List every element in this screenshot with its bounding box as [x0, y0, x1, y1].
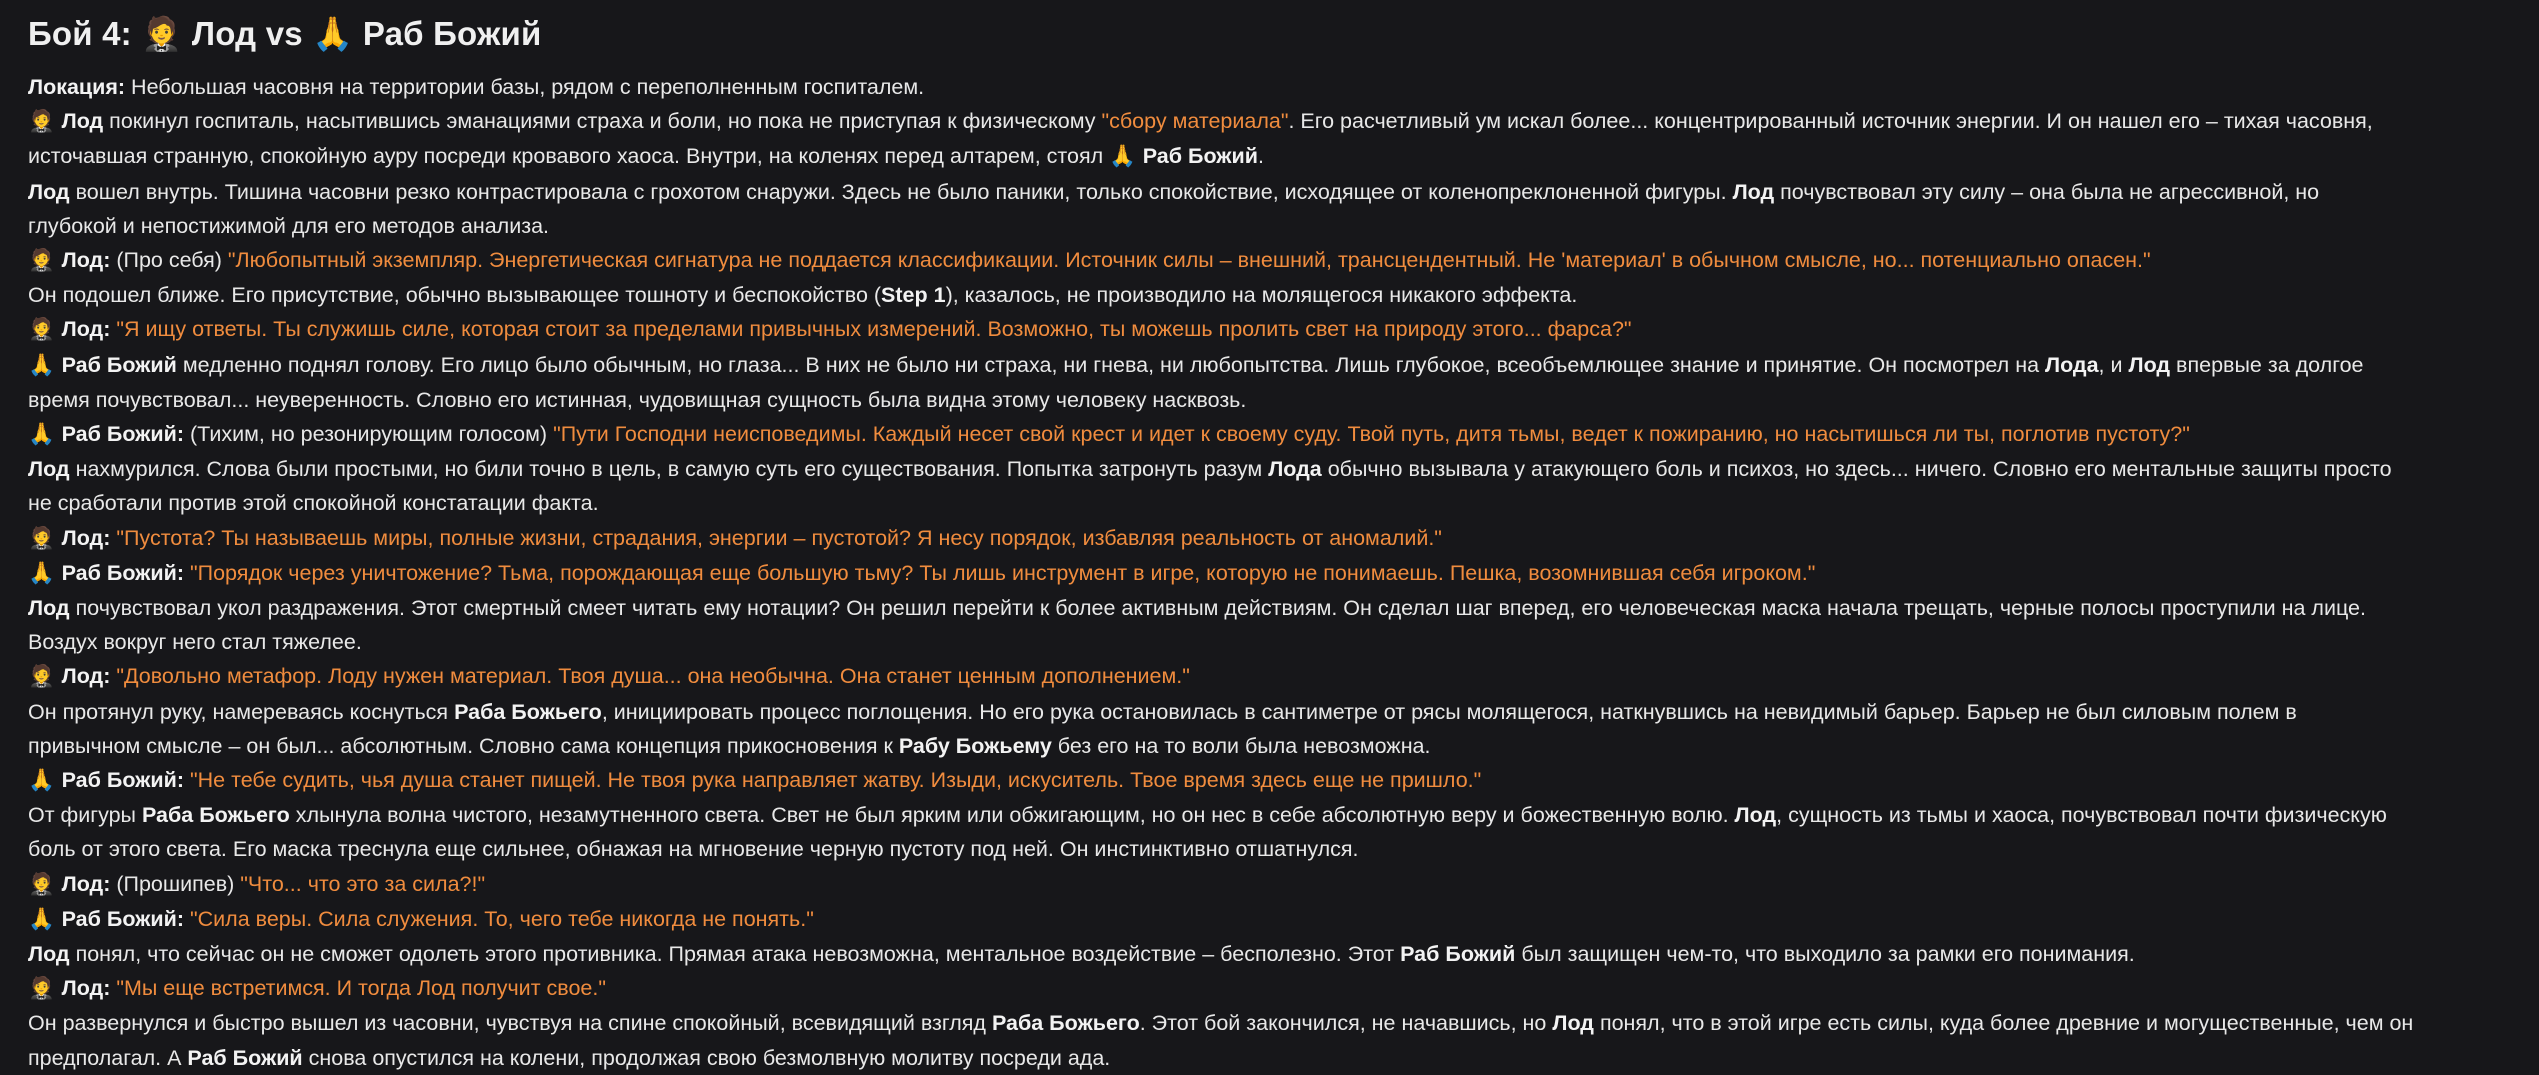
narration-text: Он подошел ближе. Его присутствие, обычно вызывающее тошноту и беспокойство ( [28, 283, 882, 308]
character-emoji-icon: 🙏 [1109, 144, 1143, 170]
bold-name: Раб Божий [61, 352, 177, 377]
narration-text: боль от этого света. Его маска треснула еще сильнее, обнажая на мгновение черную пустоту под ней. Он инстинктивно отшатнулся. [28, 837, 1359, 862]
bold-name: Раб Божий [1142, 144, 1258, 169]
bold-name: Рабу Божьему [898, 733, 1052, 758]
story-line [28, 556, 2539, 591]
bold-name: Лод [28, 942, 70, 967]
story-line [28, 625, 2539, 659]
bold-name: Раб Божий: [61, 906, 185, 931]
character-emoji-icon: 🤵 [28, 525, 62, 551]
character-emoji-icon: 🤵 [28, 248, 62, 274]
story-body [28, 70, 2539, 1075]
story-line [28, 729, 2539, 763]
bold-name: Лод [28, 596, 70, 621]
narration-text: понял, что сейчас он не сможет одолеть этого противника. Прямая атака невозможна, ментальное воздействие – бесполезно. Этот [69, 942, 1401, 967]
story-line [28, 70, 2539, 104]
bold-name: Лод [2128, 352, 2171, 377]
story-line [28, 971, 2539, 1006]
dialogue-quote: "Сила веры. Сила служения. То, чего тебе никогда не понять." [190, 906, 814, 931]
dialogue-quote: "Пути Господни неисповедимы. Каждый несет свой крест и идет к своему суду. Твой путь, дитя тьмы, ведет к пожиранию, но насытишься ли ты, поглотив пустоту?" [553, 422, 2190, 447]
narration-text: медленно поднял голову. Его лицо было обычным, но глаза... В них не было ни страха, ни гнева, ни любопытства. Лишь глубокое, всеобъемлющее знание и принятие. Он посмотрел на [176, 352, 2045, 377]
story-line [28, 937, 2539, 971]
narration-text: (Тихим, но резонирующим голосом) [184, 422, 554, 447]
narration-text: От фигуры [28, 803, 142, 828]
narration-text: почувствовал эту силу – она была не агрессивной, но [1774, 179, 2320, 204]
story-line [28, 348, 2539, 383]
bold-name: Раб Божий: [61, 768, 185, 793]
narration-text: . [1257, 144, 1264, 169]
dialogue-quote: "Любопытный экземпляр. Энергетическая сигнатура не поддается классификации. Источник силы – внешний, трансцендентный. Не 'материал' в обычном смысле, но... потенциально опасен." [227, 248, 2151, 273]
story-line [28, 243, 2539, 278]
character-emoji-icon: 🙏 [28, 560, 62, 586]
narration-text: без его на то воли была невозможна. [1051, 733, 1431, 758]
bold-name: Лод [28, 457, 70, 482]
dialogue-quote: "Не тебе судить, чья душа станет пищей. Не твоя рука направляет жатву. Изыди, искуситель. Твое время здесь еще не пришло." [190, 768, 1482, 793]
narration-text: , сущность из тьмы и хаоса, почувствовал почти физическую [1776, 803, 2387, 828]
story-line [28, 312, 2539, 347]
narration-text: покинул госпиталь, насытившись эманациями страха и боли, но пока не приступая к физическому [103, 109, 1102, 134]
story-line [28, 486, 2539, 520]
narration-text: впервые за долгое [2170, 352, 2364, 377]
dialogue-quote: "Я ищу ответы. Ты служишь силе, которая стоит за пределами привычных измерений. Возможно, ты можешь пролить свет на природу этого... фарса?" [116, 317, 1632, 342]
story-line [28, 591, 2539, 625]
narration-text: глубокой и непостижимой для его методов анализа. [28, 213, 550, 238]
narration-text: (Про себя) [110, 248, 228, 273]
battle-title: Бой 4: 🤵 Лод vs 🙏 Раб Божий [28, 15, 542, 52]
dialogue-quote: "Довольно метафор. Лоду нужен материал. Твоя душа... она необычна. Она станет ценным дополнением." [116, 664, 1190, 689]
bold-name: Раба Божьего [991, 1011, 1140, 1036]
character-emoji-icon: 🙏 [28, 422, 62, 448]
narration-text: привычном смысле – он был... абсолютным. Словно сама концепция прикосновения к [28, 733, 899, 758]
story-line [28, 139, 2539, 174]
story-line [28, 832, 2539, 866]
narration-text: Воздух вокруг него стал тяжелее. [28, 630, 362, 655]
narration-text: Он развернулся и быстро вышел из часовни, чувствуя на спине спокойный, всевидящий взгляд [28, 1011, 992, 1036]
narration-text: снова опустился на колени, продолжая свою безмолвную молитву посреди ада. [302, 1045, 1111, 1070]
narration-text: Небольшая часовня на территории базы, рядом с переполненным госпиталем. [125, 75, 925, 99]
bold-name: Раб Божий [187, 1045, 303, 1070]
bold-name: Раб Божий: [61, 422, 185, 447]
story-line [28, 209, 2539, 243]
story-line [28, 763, 2539, 798]
bold-name: Лод [1552, 1011, 1594, 1036]
bold-name: Раба Божьего [454, 699, 602, 724]
narration-text: ), казалось, не производило на молящегося никакого эффекта. [945, 283, 1578, 308]
character-emoji-icon: 🤵 [28, 976, 62, 1002]
bold-name: Лод: [61, 525, 111, 550]
story-line [28, 452, 2539, 486]
story-line [28, 659, 2539, 694]
character-emoji-icon: 🤵 [28, 109, 62, 135]
bold-name: Step 1 [881, 283, 946, 308]
story-line [28, 1006, 2539, 1040]
bold-name: Лод [1734, 803, 1777, 828]
narration-text: вошел внутрь. Тишина часовни резко контрастировала с грохотом снаружи. Здесь не было паники, только спокойствие, исходящее от коленопреклоненной фигуры. [69, 179, 1733, 204]
bold-name: Лода [1268, 457, 1322, 482]
story-line [28, 695, 2539, 729]
narration-text: понял, что в этой игре есть силы, куда более древние и могущественные, чем он [1593, 1011, 2414, 1036]
narration-text: не сработали против этой спокойной констатации факта. [28, 491, 599, 516]
bold-name: Лод: [61, 976, 111, 1001]
narration-text: . Его расчетливый ум искал более... концентрированный источник энергии. И он нашел его – тихая часовня, [1288, 109, 2373, 134]
story-line [28, 417, 2539, 452]
bold-name: Раба Божьего [141, 803, 290, 828]
character-emoji-icon: 🙏 [28, 906, 62, 932]
story-line [28, 175, 2539, 209]
narration-text: . Этот бой закончился, не начавшись, но [1139, 1011, 1553, 1036]
bold-name: Лод [61, 109, 104, 134]
dialogue-quote: "Порядок через уничтожение? Тьма, порождающая еще большую тьму? Ты лишь инструмент в игре, которую не понимаешь. Пешка, возомнившая себя игроком." [190, 560, 1816, 585]
narration-text: почувствовал укол раздражения. Этот смертный смеет читать ему нотации? Он решил перейти к более активным действиям. Он сделал шаг вперед, его человеческая маска начала трещать, черные полосы проступили на лице. [69, 596, 2366, 621]
bold-name: Раб Божий: [61, 560, 185, 585]
narration-text: был защищен чем-то, что выходило за рамки его понимания. [1515, 942, 2135, 967]
bold-name: Лод: [61, 664, 111, 689]
dialogue-quote: "сбору материала" [1101, 109, 1289, 134]
bold-name: Лод: [61, 248, 111, 273]
character-emoji-icon: 🤵 [28, 317, 62, 343]
character-emoji-icon: 🤵 [28, 664, 62, 690]
story-line [28, 867, 2539, 902]
dialogue-quote: "Что... что это за сила?!" [240, 871, 486, 896]
dialogue-quote: "Пустота? Ты называешь миры, полные жизни, страдания, энергии – пустотой? Я несу порядок, избавляя реальность от аномалий." [116, 525, 1442, 550]
narration-text: Он протянул руку, намереваясь коснуться [28, 699, 455, 724]
narration-text: обычно вызывала у атакующего боль и психоз, но здесь... ничего. Словно его ментальные защиты просто [1321, 457, 2392, 482]
narration-text: хлынула волна чистого, незамутненного света. Свет не был ярким или обжигающим, но он нес в себе абсолютную веру и божественную волю. [289, 803, 1735, 828]
dialogue-quote: "Мы еще встретимся. И тогда Лод получит свое." [116, 976, 606, 1001]
character-emoji-icon: 🙏 [28, 352, 62, 378]
story-line [28, 278, 2539, 312]
bold-name: Лод: [61, 317, 111, 342]
narration-text: нахмурился. Слова были простыми, но били точно в цель, в самую суть его существования. Попытка затронуть разум [69, 457, 1269, 482]
character-emoji-icon: 🤵 [28, 871, 62, 897]
narration-text: , инициировать процесс поглощения. Но его рука остановилась в сантиметре от рясы молящегося, наткнувшись на невидимый барьер. Барьер не был силовым полем в [601, 699, 2297, 724]
narration-text: время почувствовал... неуверенность. Словно его истинная, чудовищная сущность была видна этому человеку насквозь. [28, 387, 1247, 412]
bold-name: Лод [28, 179, 70, 204]
bold-name: Лода [2045, 352, 2099, 377]
bold-name: Лод [1732, 179, 1775, 204]
bold-name: Локация: [28, 75, 126, 99]
story-line [28, 521, 2539, 556]
narration-text: (Прошипев) [110, 871, 241, 896]
narration-text: предполагал. А [28, 1045, 188, 1070]
story-line [28, 1041, 2539, 1075]
bold-name: Лод: [61, 871, 111, 896]
narration-text: источавшая странную, спокойную ауру посреди кровавого хаоса. Внутри, на коленях перед алтарем, стоял [28, 144, 1110, 169]
story-line [28, 383, 2539, 417]
story-line [28, 798, 2539, 832]
story-line [28, 104, 2539, 139]
bold-name: Раб Божий [1400, 942, 1516, 967]
story-line [28, 902, 2539, 937]
narration-text: , и [2098, 352, 2129, 377]
character-emoji-icon: 🙏 [28, 768, 62, 794]
